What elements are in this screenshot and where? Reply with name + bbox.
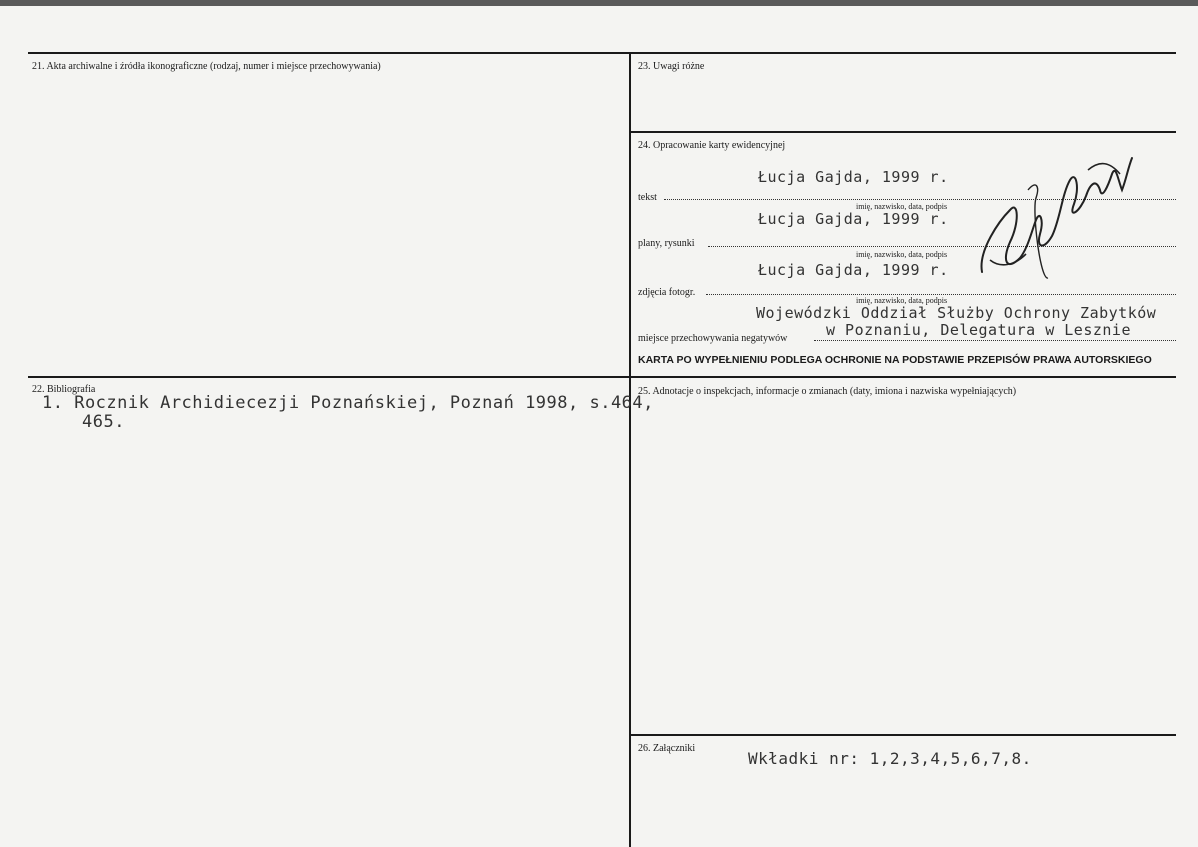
tekst-label: tekst — [638, 192, 657, 203]
zdjecia-label: zdjęcia fotogr. — [638, 287, 696, 298]
tekst-value: Łucja Gajda, 1999 r. — [758, 168, 949, 186]
bibliography-line1: 1. Rocznik Archidiecezji Poznańskiej, Poznań 1998, s.464, — [42, 393, 654, 413]
miejsce-dots — [814, 340, 1176, 341]
rule-23-24 — [630, 131, 1176, 133]
zdjecia-caption: imię, nazwisko, data, podpis — [856, 296, 948, 305]
zdjecia-value: Łucja Gajda, 1999 r. — [758, 261, 949, 279]
field-26-label: 26. Załączniki — [638, 743, 696, 754]
miejsce-line2: w Poznaniu, Delegatura w Lesznie — [826, 321, 1131, 339]
middle-rule — [28, 376, 1176, 378]
scan-edge — [0, 0, 1198, 6]
center-divider — [629, 52, 631, 847]
top-rule — [28, 52, 1176, 54]
plany-label: plany, rysunki — [638, 238, 695, 249]
tekst-caption: imię, nazwisko, data, podpis — [856, 202, 948, 211]
miejsce-label: miejsce przechowywania negatywów — [638, 333, 788, 344]
plany-value: Łucja Gajda, 1999 r. — [758, 210, 949, 228]
bibliography-line2: 465. — [82, 412, 125, 432]
plany-caption: imię, nazwisko, data, podpis — [856, 250, 948, 259]
field-23-label: 23. Uwagi różne — [638, 61, 705, 72]
field-25-label: 25. Adnotacje o inspekcjach, informacje o zmianach (daty, imiona i nazwiska wypełniających) — [638, 386, 1017, 397]
zdjecia-dots — [706, 294, 1176, 295]
signature-image — [970, 150, 1140, 290]
attachments-value: Wkładki nr: 1,2,3,4,5,6,7,8. — [748, 749, 1032, 768]
field-24-label: 24. Opracowanie karty ewidencyjnej — [638, 140, 786, 151]
field-21-label: 21. Akta archiwalne i źródła ikonograficzne (rodzaj, numer i miejsce przechowywania) — [32, 61, 381, 72]
field-22-label: 22. Bibliografia — [32, 384, 96, 395]
miejsce-line1: Wojewódzki Oddział Służby Ochrony Zabytków — [756, 304, 1157, 322]
rule-25-26 — [630, 734, 1176, 736]
copyright-note: KARTA PO WYPEŁNIENIU PODLEGA OCHRONIE NA PODSTAWIE PRZEPISÓW PRAWA AUTORSKIEGO — [638, 354, 1152, 366]
